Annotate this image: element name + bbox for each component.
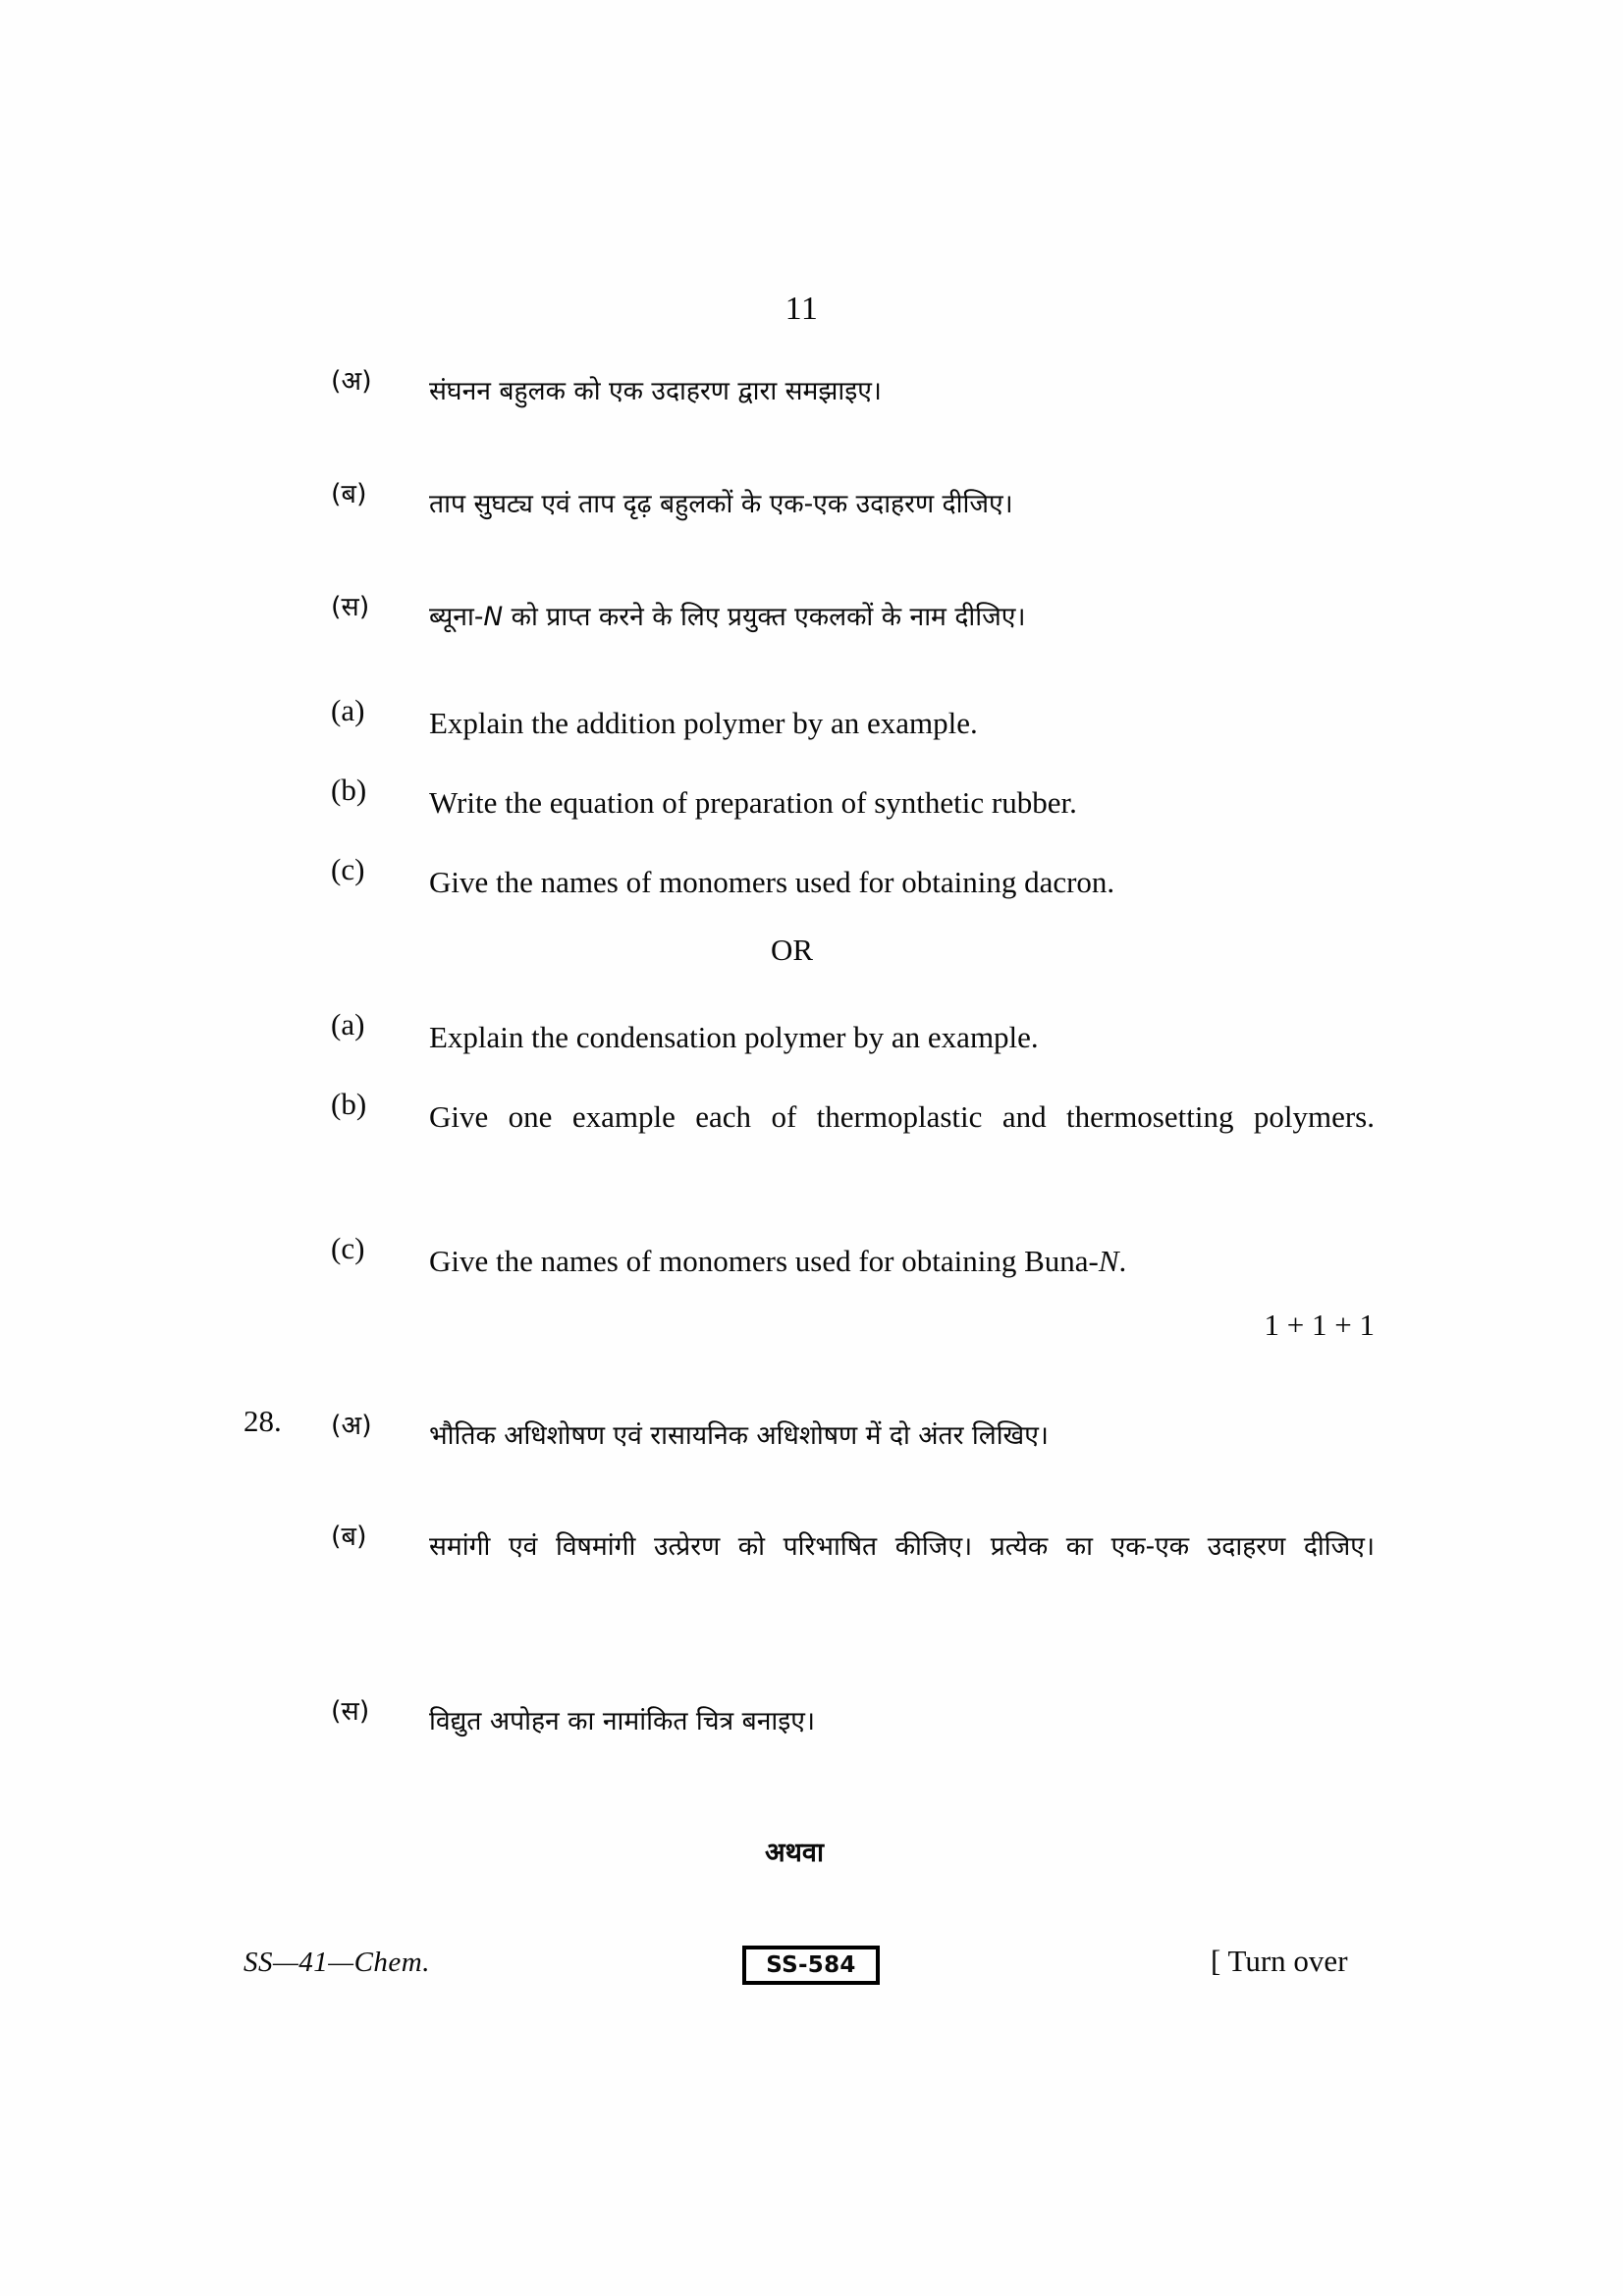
marks-q27: 1 + 1 + 1 bbox=[1264, 1308, 1375, 1342]
item-label-q28-a: (अ) bbox=[331, 1411, 372, 1441]
or-divider-hindi bbox=[0, 1833, 1623, 1869]
item-label-en1-c: (c) bbox=[331, 852, 365, 886]
item-text-en2-b: Give one example each of thermoplastic and thermosetting polymers. bbox=[429, 1099, 1375, 1134]
item-text-q28-c: विद्युत अपोहन का नामांकित चित्र बनाइए। bbox=[429, 1706, 816, 1736]
item-text-q28-b: समांगी एवं विषमांगी उत्प्रेरण को परिभाषित कीजिए। प्रत्येक का एक-एक उदाहरण दीजिए। bbox=[429, 1531, 1375, 1562]
or-divider-english bbox=[0, 933, 1623, 968]
item-text-hi-a: संघनन बहुलक को एक उदाहरण द्वारा समझाइए। bbox=[429, 376, 882, 406]
item-text-en1-b: Write the equation of preparation of synthetic rubber. bbox=[429, 785, 1077, 820]
item-label-en2-c: (c) bbox=[331, 1231, 365, 1265]
italic-monomer-designator: N bbox=[1098, 1244, 1119, 1278]
item-label-en1-a: (a) bbox=[331, 693, 365, 727]
item-text-hi-b: ताप सुघट्य एवं ताप दृढ़ बहुलकों के एक-एक उदाहरण दीजिए। bbox=[429, 489, 1013, 519]
item-label-hi-a: (अ) bbox=[331, 366, 372, 397]
page-number-value: 11 bbox=[784, 291, 819, 327]
item-text-en2-a: Explain the condensation polymer by an example. bbox=[429, 1020, 1039, 1054]
item-label-en1-b: (b) bbox=[331, 773, 367, 807]
item-text-hi-c: ब्यूना-N को प्राप्त करने के लिए प्रयुक्त एकलकों के नाम दीजिए। bbox=[429, 602, 1026, 632]
or-divider-label: OR bbox=[770, 933, 814, 967]
item-text-en1-a: Explain the addition polymer by an example. bbox=[429, 706, 978, 740]
item-text-en1-c: Give the names of monomers used for obtaining dacron. bbox=[429, 865, 1115, 899]
page-number bbox=[0, 291, 1623, 328]
footer-boxed-code: SS-584 bbox=[742, 1946, 880, 1985]
item-text-q28-a: भौतिक अधिशोषण एवं रासायनिक अधिशोषण में दो अंतर लिखिए। bbox=[429, 1420, 1049, 1451]
item-label-hi-c: (स) bbox=[331, 592, 370, 622]
or-divider-hindi-label: अथवा bbox=[765, 1838, 824, 1868]
footer-paper-code: SS—41—Chem. bbox=[243, 1947, 430, 1978]
footer-turn-over: [ Turn over bbox=[1211, 1944, 1348, 1978]
item-label-q28-b: (ब) bbox=[331, 1522, 367, 1552]
item-label-en2-a: (a) bbox=[331, 1007, 365, 1041]
item-label-en2-b: (b) bbox=[331, 1087, 367, 1121]
item-label-hi-b: (ब) bbox=[331, 479, 367, 509]
item-label-q28-c: (स) bbox=[331, 1696, 370, 1727]
italic-monomer-designator: N bbox=[483, 602, 504, 632]
item-text-en2-c-main: Give the names of monomers used for obtaining Buna-N. bbox=[429, 1244, 1127, 1278]
item-text-en2-c bbox=[429, 1231, 1375, 1292]
question-number-28: 28. bbox=[243, 1404, 282, 1438]
